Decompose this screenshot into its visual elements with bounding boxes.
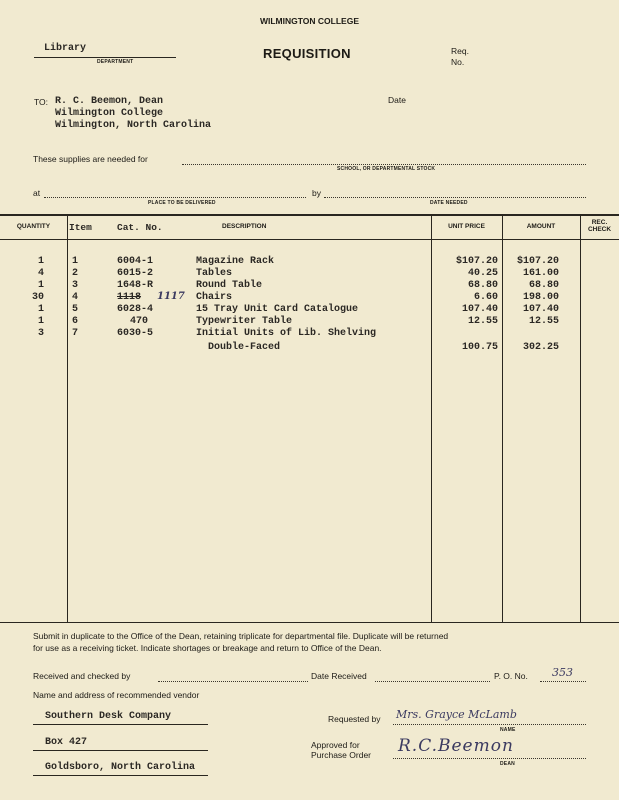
row-qty: 1 xyxy=(37,304,44,315)
row-qty: 1 xyxy=(37,316,44,327)
date-received-label: Date Received xyxy=(311,671,367,681)
row-amount: 198.00 xyxy=(522,292,559,303)
address-line-2: Wilmington College xyxy=(55,108,164,119)
received-line xyxy=(158,681,308,682)
row-desc: Tables xyxy=(196,268,233,279)
table-row xyxy=(0,304,619,316)
row-item: 5 xyxy=(72,304,79,315)
instructions-line-2: for use as a receiving ticket. Indicate shortages or breakage and return to Office of the Dean. xyxy=(33,643,382,653)
at-label: at xyxy=(33,188,41,198)
date-received-line xyxy=(375,681,490,682)
row-desc: 15 Tray Unit Card Catalogue xyxy=(196,304,359,315)
header-item: Item xyxy=(69,222,92,233)
department-label: DEPARTMENT xyxy=(97,59,134,65)
row-qty: 4 xyxy=(37,268,44,279)
vendor-line-1: Southern Desk Company xyxy=(45,711,172,722)
row-desc: Typewriter Table xyxy=(196,316,293,327)
row-amount: 12.55 xyxy=(528,316,559,327)
school-label: SCHOOL, OR DEPARTMENTAL STOCK xyxy=(337,166,436,172)
row-unit: 107.40 xyxy=(461,304,498,315)
date-label: Date xyxy=(388,95,406,105)
approved-signature: R.C.Beemon xyxy=(398,736,514,756)
row-qty: 3 xyxy=(37,328,44,339)
header-rec-check: REC. CHECK xyxy=(587,219,612,233)
by-label: by xyxy=(312,188,321,198)
requested-label: Requested by xyxy=(328,714,381,724)
row-cat: 470 xyxy=(130,316,149,327)
header-quantity: QUANTITY xyxy=(16,223,51,230)
row-item: 6 xyxy=(72,316,79,327)
name-label: NAME xyxy=(500,727,516,733)
row-cat: 6028-4 xyxy=(117,304,154,315)
page-title: REQUISITION xyxy=(263,46,351,61)
header-amount: AMOUNT xyxy=(526,223,556,230)
header-description: DESCRIPTION xyxy=(222,223,267,230)
requested-line xyxy=(393,724,586,725)
institution-name: WILMINGTON COLLEGE xyxy=(259,16,359,26)
po-label: P. O. No. xyxy=(494,671,528,681)
row-amount: $107.20 xyxy=(516,256,559,267)
vendor-line-1-rule xyxy=(33,724,208,725)
table-row xyxy=(0,280,619,292)
header-unit-price: UNIT PRICE xyxy=(448,223,485,230)
row-qty: 1 xyxy=(37,256,44,267)
header-cat-no: Cat. No. xyxy=(117,222,163,233)
address-line-1: R. C. Beemon, Dean xyxy=(55,96,164,107)
table-bottom-rule xyxy=(0,622,619,623)
row-unit: 40.25 xyxy=(467,268,498,279)
row-amount: 107.40 xyxy=(522,304,559,315)
row-unit: $107.20 xyxy=(455,256,498,267)
vendor-line-2: Box 427 xyxy=(45,737,88,748)
date-needed-line xyxy=(324,197,586,198)
row-unit: 12.55 xyxy=(467,316,498,327)
table-row xyxy=(0,256,619,268)
department-line xyxy=(34,57,176,58)
vendor-line-3-rule xyxy=(33,775,208,776)
row-unit: 100.75 xyxy=(461,342,498,353)
row-qty: 30 xyxy=(31,292,44,303)
place-label: PLACE TO BE DELIVERED xyxy=(148,200,216,206)
table-row xyxy=(0,292,619,304)
row-amount: 68.80 xyxy=(528,280,559,291)
approved-label: Approved for Purchase Order xyxy=(311,740,371,760)
supplies-needed-line xyxy=(182,164,586,165)
row-cat: 6030-5 xyxy=(117,328,154,339)
row-cat: 1648-R xyxy=(117,280,154,291)
table-row xyxy=(0,316,619,328)
row-item: 2 xyxy=(72,268,79,279)
row-cat: 6004-1 xyxy=(117,256,154,267)
req-no-label: Req. No. xyxy=(451,46,469,67)
requested-signature: Mrs. Grayce McLamb xyxy=(396,708,517,721)
table-row xyxy=(0,342,619,354)
received-label: Received and checked by xyxy=(33,671,131,681)
row-desc: Round Table xyxy=(196,280,263,291)
supplies-needed-label: These supplies are needed for xyxy=(33,154,148,164)
row-desc: Double-Faced xyxy=(208,342,281,353)
row-unit: 68.80 xyxy=(467,280,498,291)
date-needed-label: DATE NEEDED xyxy=(430,200,468,206)
to-label: TO: xyxy=(34,97,49,107)
po-value: 353 xyxy=(552,666,573,679)
row-amount: 302.25 xyxy=(522,342,559,353)
row-item: 1 xyxy=(72,256,79,267)
vendor-line-3: Goldsboro, North Carolina xyxy=(45,762,196,773)
row-amount: 161.00 xyxy=(522,268,559,279)
row-cat: 6015-2 xyxy=(117,268,154,279)
department-value: Library xyxy=(44,43,87,54)
row-qty: 1 xyxy=(37,280,44,291)
row-cat-struck: 1118 xyxy=(117,292,142,303)
vendor-line-2-rule xyxy=(33,750,208,751)
row-item: 7 xyxy=(72,328,79,339)
row-item: 4 xyxy=(72,292,79,303)
row-desc: Initial Units of Lib. Shelving xyxy=(196,328,377,339)
dean-label: DEAN xyxy=(500,761,515,767)
place-line xyxy=(44,197,306,198)
table-top-rule xyxy=(0,214,619,216)
vendor-label: Name and address of recommended vendor xyxy=(33,690,200,700)
row-unit: 6.60 xyxy=(473,292,498,303)
po-line xyxy=(540,681,586,682)
instructions-line-1: Submit in duplicate to the Office of the Dean, retaining triplicate for departmental file. Duplicate will be returned xyxy=(33,631,449,641)
row-item: 3 xyxy=(72,280,79,291)
table-header-rule xyxy=(0,239,619,240)
approved-line xyxy=(393,758,586,759)
row-desc: Chairs xyxy=(196,292,233,303)
row-desc: Magazine Rack xyxy=(196,256,275,267)
table-row xyxy=(0,268,619,280)
table-row xyxy=(0,328,619,340)
address-line-3: Wilmington, North Carolina xyxy=(55,120,212,131)
row-cat-handwritten: 1117 xyxy=(157,291,185,302)
